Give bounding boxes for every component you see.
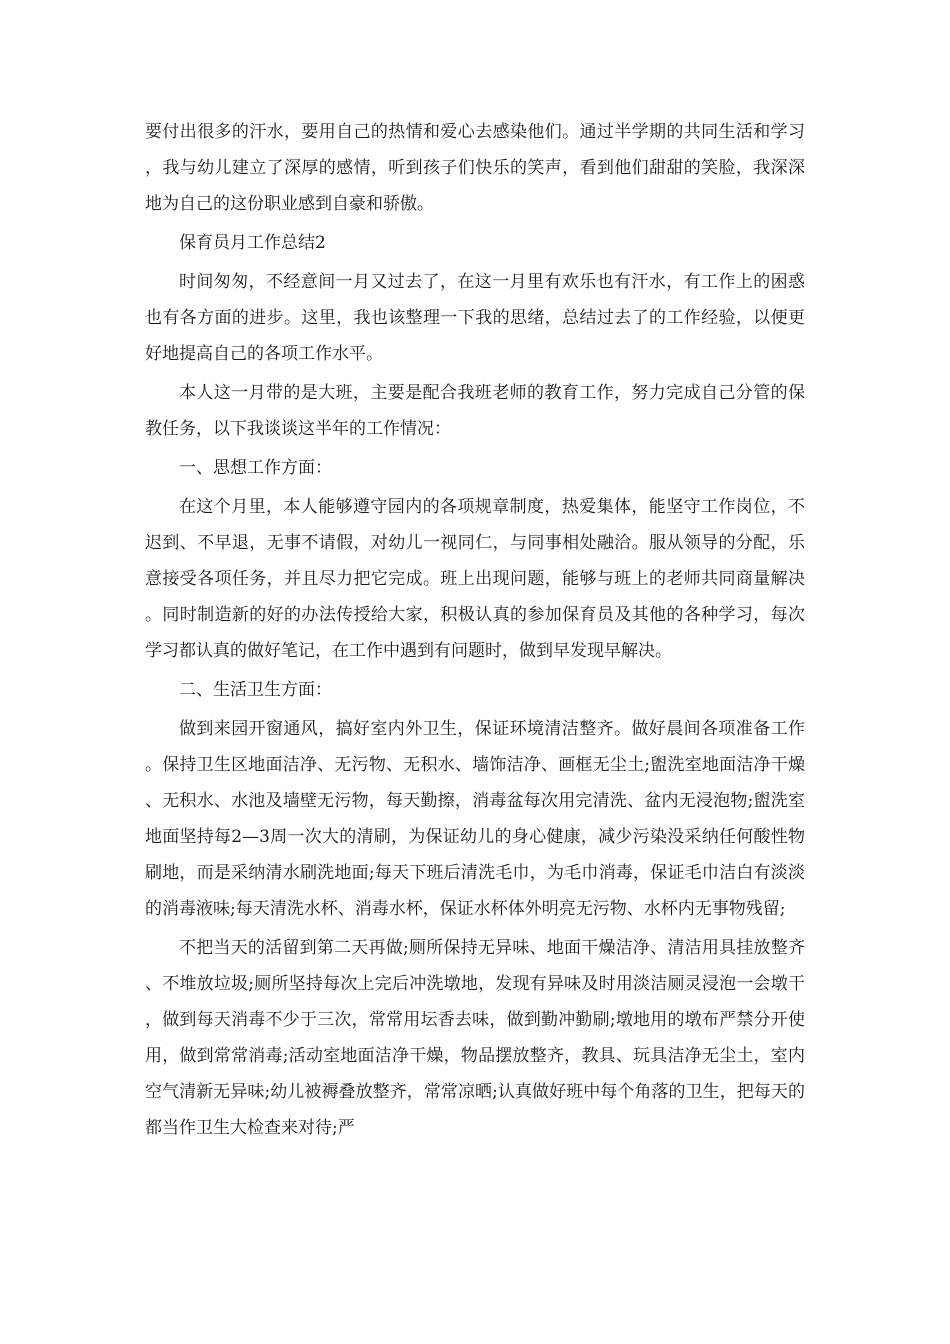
body-paragraph: 做到来园开窗通风，搞好室内外卫生，保证环境清洁整齐。做好晨间各项准备工作。保持卫生区地面洁净、无污物、无积水、墙饰洁净、画框无尘土;盥洗室地面洁净干燥、无积水、水池及墙壁无污物，每天勤擦，消毒盆每次用完清洗、盆内无浸泡物;盥洗室地面坚持每2—3周一次大的清刷，为保证幼儿的身心健康，减少污染没采纳任何酸性物刷地，而是采纳清水刷洗地面;每天下班后清洗毛巾，为毛巾消毒，保证毛巾洁白有淡淡的消毒液味;每天清洗水杯、消毒水杯，保证水杯体外明亮无污物、水杯内无事物残留;: [145, 719, 805, 919]
section-title: 保育员月工作总结2: [179, 233, 326, 253]
section-heading: 一、思想工作方面：: [179, 458, 332, 478]
section-heading: 二、生活卫生方面：: [179, 680, 332, 700]
body-paragraph: 要付出很多的汗水，要用自己的热情和爱心去感染他们。通过半学期的共同生活和学习，我与幼儿建立了深厚的感情，听到孩子们快乐的笑声，看到他们甜甜的笑脸，我深深地为自己的这份职业感到自豪和骄傲。: [145, 122, 805, 214]
body-paragraph: 本人这一月带的是大班，主要是配合我班老师的教育工作，努力完成自己分管的保教任务，以下我谈谈这半年的工作情况：: [145, 383, 805, 439]
document-page: [145, 114, 805, 1146]
body-paragraph: 在这个月里，本人能够遵守园内的各项规章制度，热爱集体，能坚守工作岗位，不迟到、不早退，无事不请假，对幼儿一视同仁，与同事相处融洽。服从领导的分配，乐意接受各项任务，并且尽力把它完成。班上出现问题，能够与班上的老师共同商量解决。同时制造新的好的办法传授给大家，积极认真的参加保育员及其他的各种学习，每次学习都认真的做好笔记，在工作中遇到有问题时，做到早发现早解决。: [145, 497, 805, 661]
body-paragraph: 不把当天的活留到第二天再做;厕所保持无异味、地面干燥洁净、清洁用具挂放整齐、不堆放垃圾;厕所坚持每次上完后冲洗墩地，发现有异味及时用淡洁厕灵浸泡一会墩干，做到每天消毒不少于三次，常常用坛香去味，做到勤冲勤刷;墩地用的墩布严禁分开使用，做到常常消毒;活动室地面洁净干燥，物品摆放整齐，教具、玩具洁净无尘土，室内空气清新无异味;幼儿被褥叠放整齐，常常凉晒;认真做好班中每个角落的卫生，把每天的都当作卫生大检查来对待;严: [145, 938, 805, 1138]
body-paragraph: 时间匆匆，不经意间一月又过去了，在这一月里有欢乐也有汗水，有工作上的困惑也有各方面的进步。这里，我也该整理一下我的思绪，总结过去了的工作经验，以便更好地提高自己的各项工作水平。: [145, 272, 805, 364]
